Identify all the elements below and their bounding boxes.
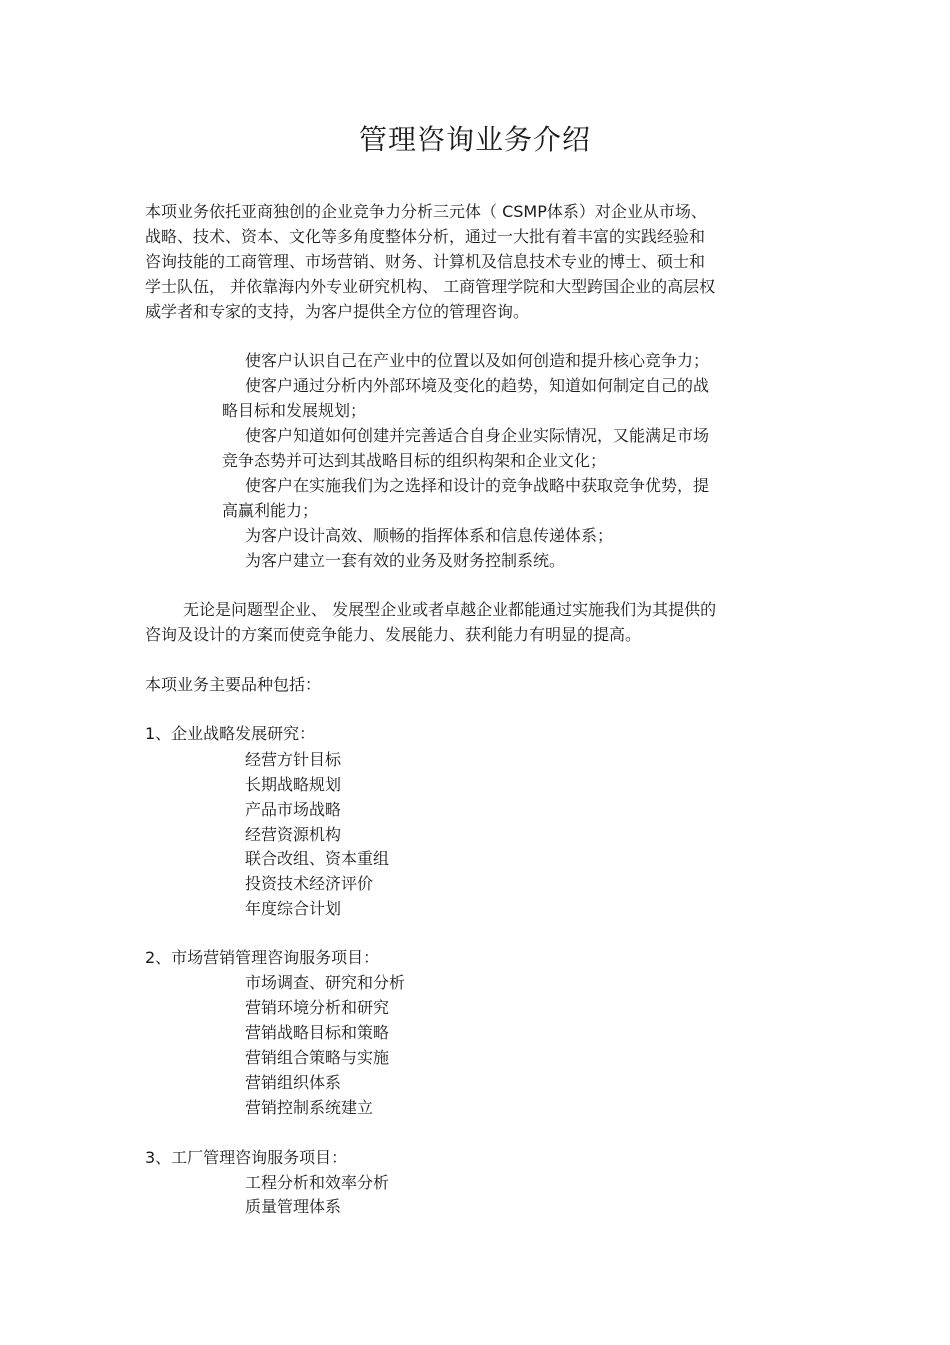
section-item: 营销组织体系	[245, 1073, 342, 1092]
page-title: 管理咨询业务介绍	[358, 123, 591, 156]
section-item: 营销组合策略与实施	[245, 1048, 390, 1067]
goal-line: 为客户建立一套有效的业务及财务控制系统。	[245, 551, 566, 570]
intro-line: 威学者和专家的支持，为客户提供全方位的管理咨询。	[145, 302, 530, 321]
section-item: 市场调查、研究和分析	[245, 973, 406, 992]
section-heading: 3、工厂管理咨询服务项目：	[145, 1148, 348, 1167]
goal-line: 为客户设计高效、顺畅的指挥体系和信息传递体系；	[245, 526, 614, 545]
products-heading: 本项业务主要品种包括：	[145, 675, 322, 694]
section-item: 经营资源机构	[245, 825, 342, 844]
section-item: 营销控制系统建立	[245, 1098, 374, 1117]
section-item: 营销环境分析和研究	[245, 998, 390, 1017]
section-heading: 2、市场营销管理咨询服务项目：	[145, 948, 380, 967]
section-item: 经营方针目标	[245, 750, 342, 769]
section-item: 营销战略目标和策略	[245, 1023, 390, 1042]
section-item: 质量管理体系	[245, 1197, 342, 1216]
goal-line: 高赢利能力；	[222, 501, 319, 520]
section-heading: 1、企业战略发展研究：	[145, 724, 316, 743]
section-item: 产品市场战略	[245, 800, 342, 819]
goal-line: 使客户认识自己在产业中的位置以及如何创造和提升核心竞争力；	[245, 351, 710, 370]
intro-line: 咨询技能的工商管理、市场营销、财务、计算机及信息技术专业的博士、硕士和	[145, 252, 706, 271]
goal-line: 使客户通过分析内外部环境及变化的趋势，知道如何制定自己的战	[245, 376, 710, 395]
goal-line: 使客户在实施我们为之选择和设计的竞争战略中获取竞争优势，提	[245, 476, 710, 495]
goal-line: 竞争态势并可达到其战略目标的组织构架和企业文化；	[222, 451, 607, 470]
section-item: 联合改组、资本重组	[245, 849, 390, 868]
section-item: 年度综合计划	[245, 899, 342, 918]
intro-line: 本项业务依托亚商独创的企业竞争力分析三元体（ CSMP体系）对企业从市场、	[145, 202, 707, 221]
intro-line: 战略、技术、资本、文化等多角度整体分析，通过一大批有着丰富的实践经验和	[145, 227, 706, 246]
goal-line: 使客户知道如何创建并完善适合自身企业实际情况，又能满足市场	[245, 426, 710, 445]
section-item: 长期战略规划	[245, 775, 342, 794]
section-item: 工程分析和效率分析	[245, 1173, 390, 1192]
summary-line: 无论是问题型企业、 发展型企业或者卓越企业都能通过实施我们为其提供的	[183, 600, 717, 619]
section-item: 投资技术经济评价	[245, 874, 374, 893]
goal-line: 略目标和发展规划；	[222, 401, 367, 420]
intro-line: 学士队伍， 并依靠海内外专业研究机构、 工商管理学院和大型跨国企业的高层权	[145, 277, 716, 296]
summary-line: 咨询及设计的方案而使竞争能力、发展能力、获利能力有明显的提高。	[145, 625, 642, 644]
